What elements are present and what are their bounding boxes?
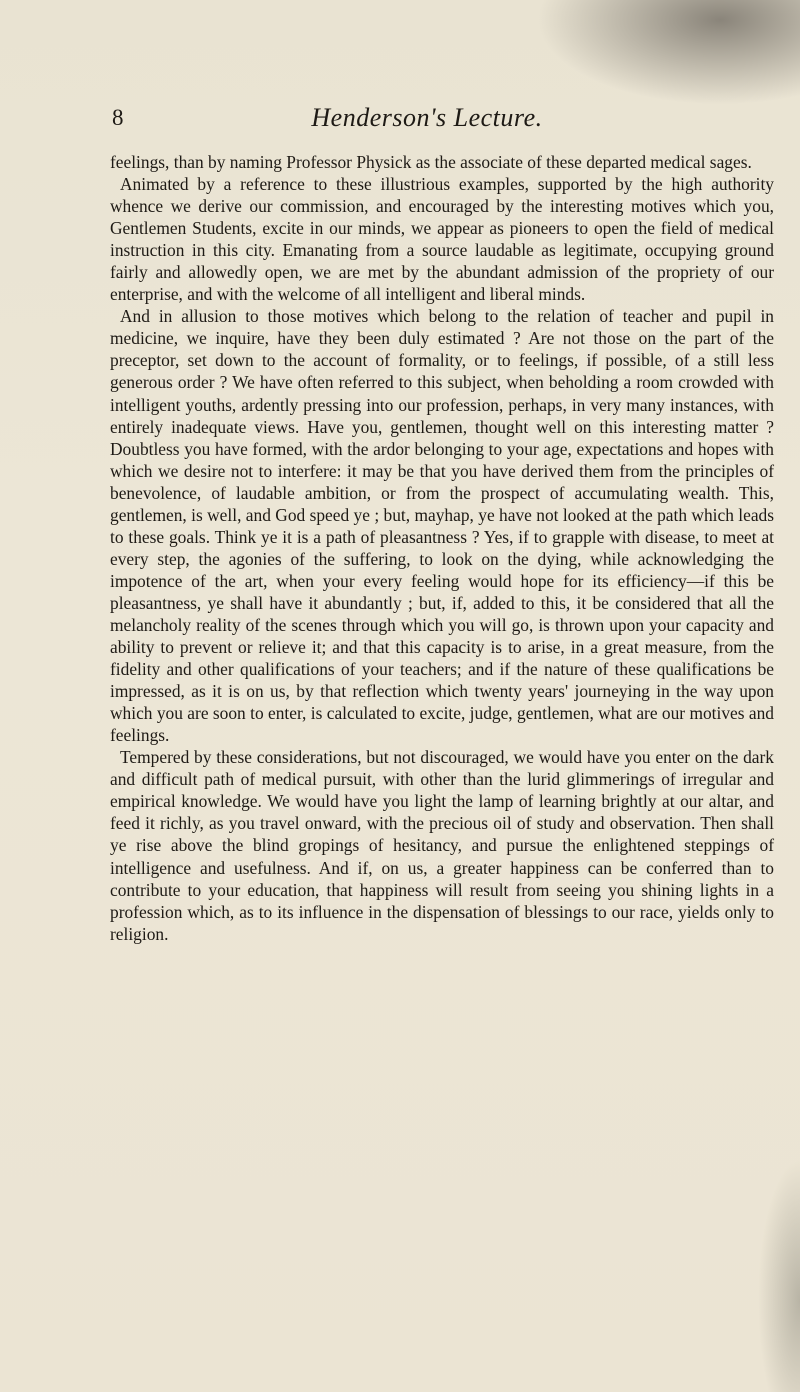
page-header (112, 103, 772, 143)
running-title: Henderson's Lecture. (311, 103, 543, 132)
paragraph: Animated by a reference to these illustrious examples, supported by the high authority whence we derive our commission, and encouraged by the interesting motives which you, Gentlemen Students, excite in our minds, we appear as pioneers to open the field of medical instruction in this city. Emanating from a source laudable as legitimate, occupying ground fairly and allowedly open, we are met by the abundant admission of the propriety of our enterprise, and with the welcome of all intelligent and liberal minds. (110, 174, 774, 305)
paragraph: And in allusion to those motives which belong to the relation of teacher and pupil in medicine, we inquire, have they been duly estimated ? Are not those on the part of the preceptor, set down to the account of formality, or to feelings, if possible, of a still less generous order ? We have often referred to this subject, when beholding a room crowded with intelligent youths, ardently pressing into our profession, perhaps, in very many instances, with entirely inadequate views. Have you, gentlemen, thought well on this interesting matter ? Doubtless you have formed, with the ardor belonging to your age, expectations and hopes with which we desire not to interfere: it may be that you have derived them from the principles of benevolence, of laudable ambition, or from the prospect of accumulating wealth. This, gentlemen, is well, and God speed ye ; but, mayhap, ye have not looked at the path which leads to these goals. Think ye it is a path of pleasantness ? Yes, if to grapple with disease, to meet at every step, the agonies of the suffering, to look on the dying, while acknowledging the impotence of the art, when your every feeling would hope for its efficiency—if this be pleasantness, ye shall have it abundantly ; but, if, added to this, it be considered that all the melancholy reality of the scenes through which you will go, is thrown upon your capacity and ability to prevent or relieve it; and that this capacity is to arise, in a great measure, from the fidelity and other qualifications of your teachers; and if the nature of these qualifications be impressed, as it is on us, by that reflection which twenty years' journeying in the way upon which you are soon to enter, is calculated to excite, judge, gentlemen, what are our motives and feelings. (110, 306, 774, 746)
paragraph-continuation: feelings, than by naming Professor Physick as the associate of these departed medical sages. (110, 152, 752, 172)
body-text (110, 151, 774, 945)
paragraph: Tempered by these considerations, but not discouraged, we would have you enter on the dark and difficult path of medical pursuit, with other than the lurid glimmerings of irregular and empirical knowledge. We would have you light the lamp of learning brightly at our altar, and feed it richly, as you travel onward, with the precious oil of study and observation. Then shall ye rise above the blind gropings of hesitancy, and pursue the enlightened steppings of intelligence and usefulness. And if, on us, a greater happiness can be conferred than to contribute to your education, that happiness will result from seeing you shining lights in a profession which, as to its influence in the dispensation of blessings to our race, yields only to religion. (110, 747, 774, 944)
page-number: 8 (112, 105, 124, 130)
